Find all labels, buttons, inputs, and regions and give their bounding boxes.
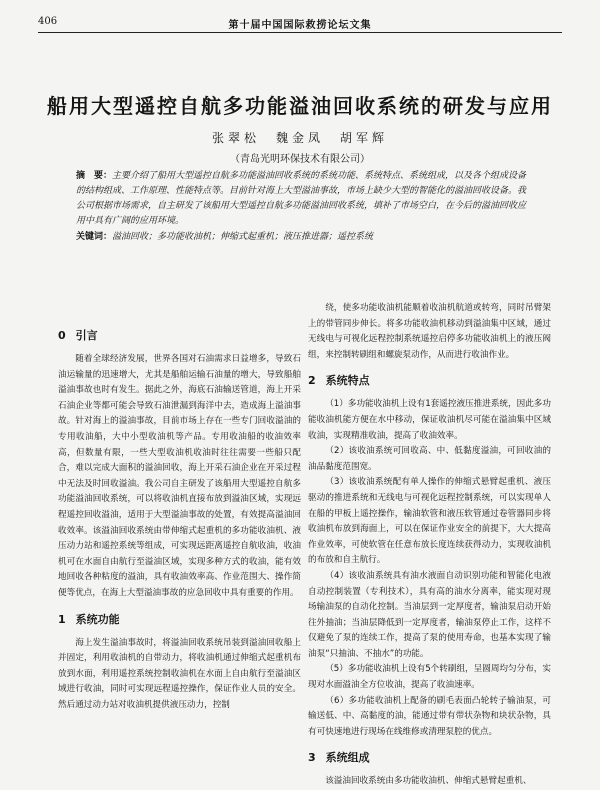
section-heading-function xyxy=(58,612,301,628)
section-title: 系统功能 xyxy=(75,612,120,626)
feature-item: （4）该收油系统具有油水液面自动识别功能和智能化电液自动控制装置（专利技术），具有高的油水分离率，能实现对现场输油泵的自动化控制。当油层到一定厚度者，输油泵启动开始往外抽油；当油层降低到一定厚度者，输油泵停止工作，这样不仅避免了泵的连续工作，提高了泵的使用寿命，也基本实现了输油泵“只抽油、不抽水”的功能。 xyxy=(308,570,551,659)
function-paragraph: 海上发生溢油事故时，将溢油回收系统吊装到溢油回收船上并固定，利用收油机的自带动力，将收油机通过伸缩式起重机布放到水面，利用遥控系统控制收油机在水面上自由航行至溢油区域进行收油，同时可实现远程遥控操作，保证作业人员的安全。然后通过动力站对收油机提供液压动力，控制 xyxy=(58,637,301,710)
feature-item: （1）多功能收油机上设有1套遥控液压推进系统，因此多功能收油机能方便在水中移动，保证收油机尽可能在溢油集中区域收油，实现精准收油，提高了收油效率。 xyxy=(308,399,551,441)
section-heading-intro xyxy=(58,328,301,344)
feature-item: （5）多功能收油机上设有5个转刷组，呈圆周均匀分布，实现对水面溢油全方位收油，提高了收油速率。 xyxy=(308,664,551,691)
section-number: 0 xyxy=(58,329,66,342)
keywords xyxy=(76,230,532,245)
right-column xyxy=(308,301,551,790)
feature-item: （6）多功能收油机上配备的刷毛表面凸轮转子输油泵，可输送低、中、高黏度的油，能通过带有带状杂物和块状杂物，具有可快速地进行现场在线维修或清理泵腔的优点。 xyxy=(308,695,551,737)
section-number: 1 xyxy=(58,612,66,626)
left-column xyxy=(58,318,301,713)
abstract-block xyxy=(76,169,532,245)
abstract-text: 主要介绍了船用大型遥控自航多功能溢油回收系统的系统功能、系统特点、系统组成，以及各个组成设备的结构组成、工作原理、性能特点等。目前针对海上大型溢油事故，市场上缺少大型的智能化的溢油回收设备。我公司根据市场需求，自主研发了该船用大型遥控自航多功能溢油回收系统，填补了市场空白，在今后的溢油回收应用中具有广阔的应用环境。 xyxy=(76,171,527,226)
section-number: 3 xyxy=(308,751,316,765)
journal-title: 第十届中国国际救捞论坛文集 xyxy=(228,20,372,31)
section-title: 引言 xyxy=(75,329,98,342)
composition-paragraph: 该溢油回收系统由多功能收油机、伸缩式悬臂起重机、 xyxy=(325,776,532,787)
section-heading-composition xyxy=(308,750,551,766)
page-number: 406 xyxy=(38,16,58,27)
feature-item: （2）该收油系统可回收高、中、低黏度溢油，可回收油的油品黏度范围宽。 xyxy=(308,446,551,472)
section-heading-features xyxy=(308,373,551,389)
abstract-label: 摘 要： xyxy=(76,171,113,181)
keywords-text: 溢油回收；多功能收油机；伸缩式起重机；液压推进器；遥控系统 xyxy=(112,232,374,242)
feature-item: （3）该收油系统配有单人操作的伸缩式悬臂起重机、液压驱动的推进系统和无线电与可视化远程控制系统，可以实现单人在船的甲板上遥控操作，输油软管和液压软管通过卷管器同步将收油机布放到海面上，可以在保证作业安全的前提下，大大提高作业效率，可使软管在任意布放长度连续获得动力，实现收油机的布放和自主航行。 xyxy=(308,477,551,566)
authors: 张翠松 魏金凤 胡军辉 xyxy=(211,131,388,145)
abstract xyxy=(76,169,532,229)
section-title: 系统组成 xyxy=(325,751,370,765)
paper-title: 船用大型遥控自航多功能溢油回收系统的研发与应用 xyxy=(47,94,553,118)
affiliation: （青岛光明环保技术有限公司） xyxy=(230,154,370,165)
function-continuation: 绕，使多功能收油机能顺着收油机航道或转弯，同时吊臂架上的带管同步伸长。将多功能收油机移动到溢油集中区域，通过无线电与可视化远程控制系统遥控启停多功能收油机上的液压阀组，来控制转刷组和螺旋泵动作，从而进行收油作业。 xyxy=(308,303,551,360)
keywords-label: 关键词： xyxy=(76,232,113,242)
section-number: 2 xyxy=(308,374,316,388)
intro-paragraph: 随着全球经济发展，世界各国对石油需求日益增多，导致石油运输量的迅速增大，尤其是船舶运输石油量的增大，导致船舶溢油事故也时有发生。据此之外，海底石油输送管道，海上开采石油企业等都可能会导致石油泄漏到海洋中去，造成海上溢油事故。针对海上的溢油事故，目前市场上存在一些专门回收溢油的专用收油船，大中小型收油机等产品。专用收油船的收油效率高，但数量有限，一些大型收油机收油时往往需要一些船只配合，难以完成大面积的溢油回收，海上开采石油企业在开采过程中无法及时回收溢油。我公司自主研发了该船用大型遥控自航多功能溢油回收系统，可以将收油机直接布放到溢油区域，实现远程遥控回收溢油，适用于大型溢油事故的处置，有效提高溢油回收效率。该溢油回收系统由带伸缩式起重机的多功能收油机、液压动力站和遥控系统等组成，可实现远距离遥控自航收油，收油机可在水面自由航行至溢油区域，实现多种方式的收油，能有效地回收各种粘度的溢油，具有收油效率高、作业范围大、操作简便等优点，在海上大型溢油事故的应急回收中具有重要的作用。 xyxy=(58,354,301,598)
section-title: 系统特点 xyxy=(325,374,370,388)
running-head xyxy=(38,14,562,33)
